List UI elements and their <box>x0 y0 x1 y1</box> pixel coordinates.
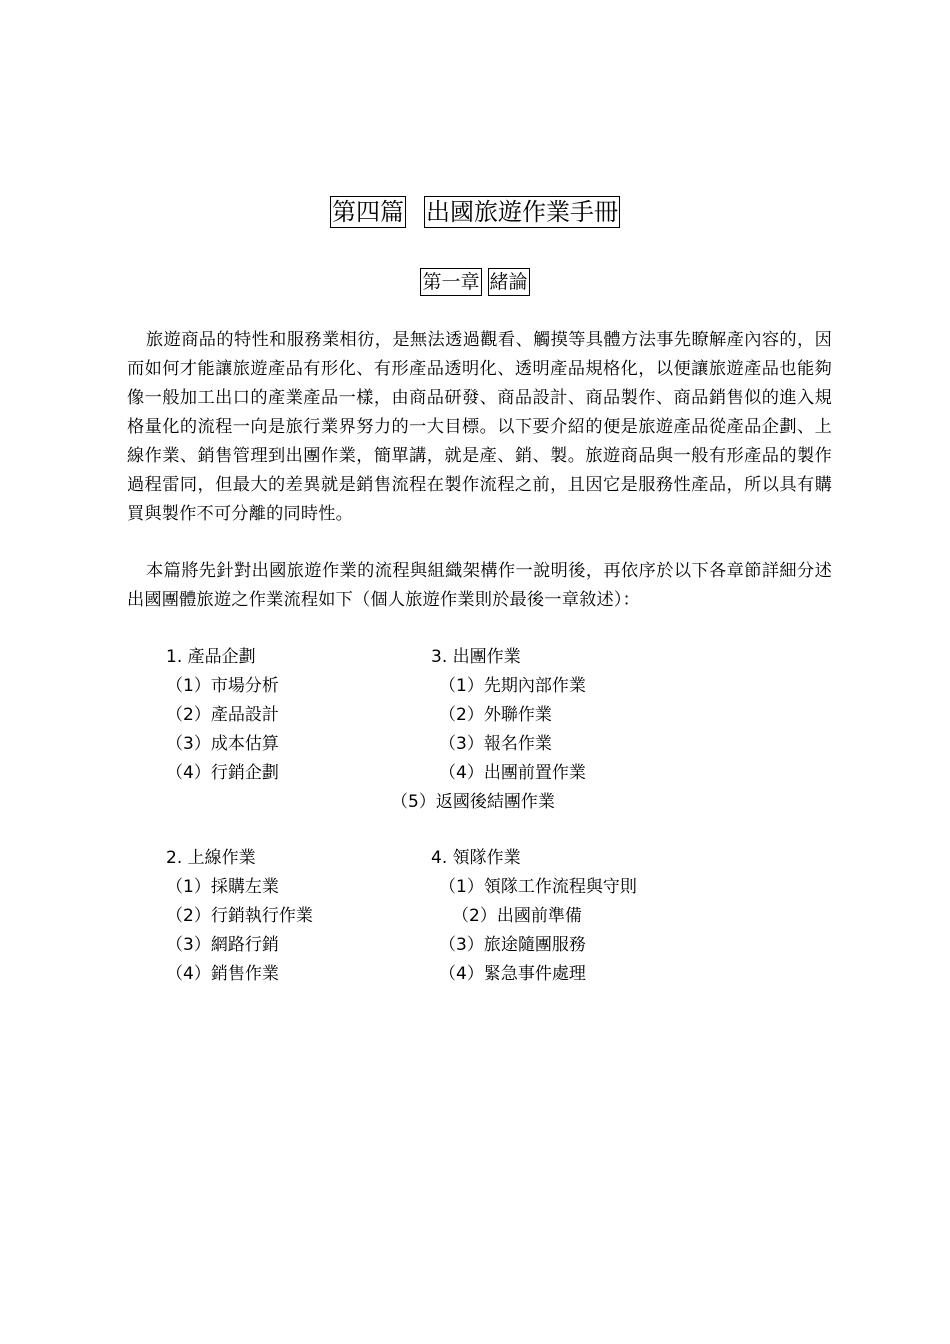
section-heading: 4. 領隊作業 <box>431 848 521 868</box>
part-name: 出國旅遊作業手冊 <box>426 198 618 226</box>
section-item: （2）外聯作業 <box>439 705 552 725</box>
section-item: （3）旅途隨團服務 <box>439 935 586 955</box>
chapter-name: 緒論 <box>488 268 530 296</box>
chapter-number: 第一章 <box>420 268 481 296</box>
section-heading: 3. 出團作業 <box>431 647 521 667</box>
chapter-title <box>0 268 950 296</box>
section-item: （1）先期內部作業 <box>439 676 586 696</box>
section-item: （3）成本估算 <box>166 734 279 754</box>
part-number: 第四篇 <box>332 198 404 226</box>
section-heading: 2. 上線作業 <box>166 848 256 868</box>
part-title <box>0 195 950 229</box>
section-item: （3）網路行銷 <box>166 935 279 955</box>
section-item: （4）緊急事件處理 <box>439 964 586 984</box>
section-item: （2）行銷執行作業 <box>166 906 313 926</box>
section-item: （4）行銷企劃 <box>166 763 279 783</box>
outline-paragraph: 本篇將先針對出國旅遊作業的流程與組織架構作一說明後，再依序於以下各章節詳細分述出國團體旅遊之作業流程如下（個人旅遊作業則於最後一章敘述）： <box>127 561 832 610</box>
section-item: （1）採購左業 <box>166 877 279 897</box>
section-item: （5）返國後結團作業 <box>391 792 555 812</box>
section-item: （4）銷售作業 <box>166 964 279 984</box>
section-item: （1）市場分析 <box>166 676 279 696</box>
section-item: （1）領隊工作流程與守則 <box>439 877 637 897</box>
section-heading: 1. 產品企劃 <box>166 647 256 667</box>
section-item: （2）產品設計 <box>166 705 279 725</box>
section-item: （3）報名作業 <box>439 734 552 754</box>
intro-paragraph: 旅遊商品的特性和服務業相彷，是無法透過觀看、觸摸等具體方法事先瞭解產內容的，因而如何才能讓旅遊產品有形化、有形產品透明化、透明產品規格化，以便讓旅遊產品也能夠像一般加工出口的產業產品一樣，由商品研發、商品設計、商品製作、商品銷售似的進入規格量化的流程一向是旅行業界努力的一大目標。以下要介紹的便是旅遊產品從產品企劃、上線作業、銷售管理到出團作業，簡單講，就是產、銷、製。旅遊商品與一般有形產品的製作過程雷同，但最大的差異就是銷售流程在製作流程之前，且因它是服務性產品，所以具有購買與製作不可分離的同時性。 <box>127 330 832 524</box>
section-item: （2）出國前準備 <box>452 906 582 926</box>
section-item: （4）出團前置作業 <box>439 763 586 783</box>
